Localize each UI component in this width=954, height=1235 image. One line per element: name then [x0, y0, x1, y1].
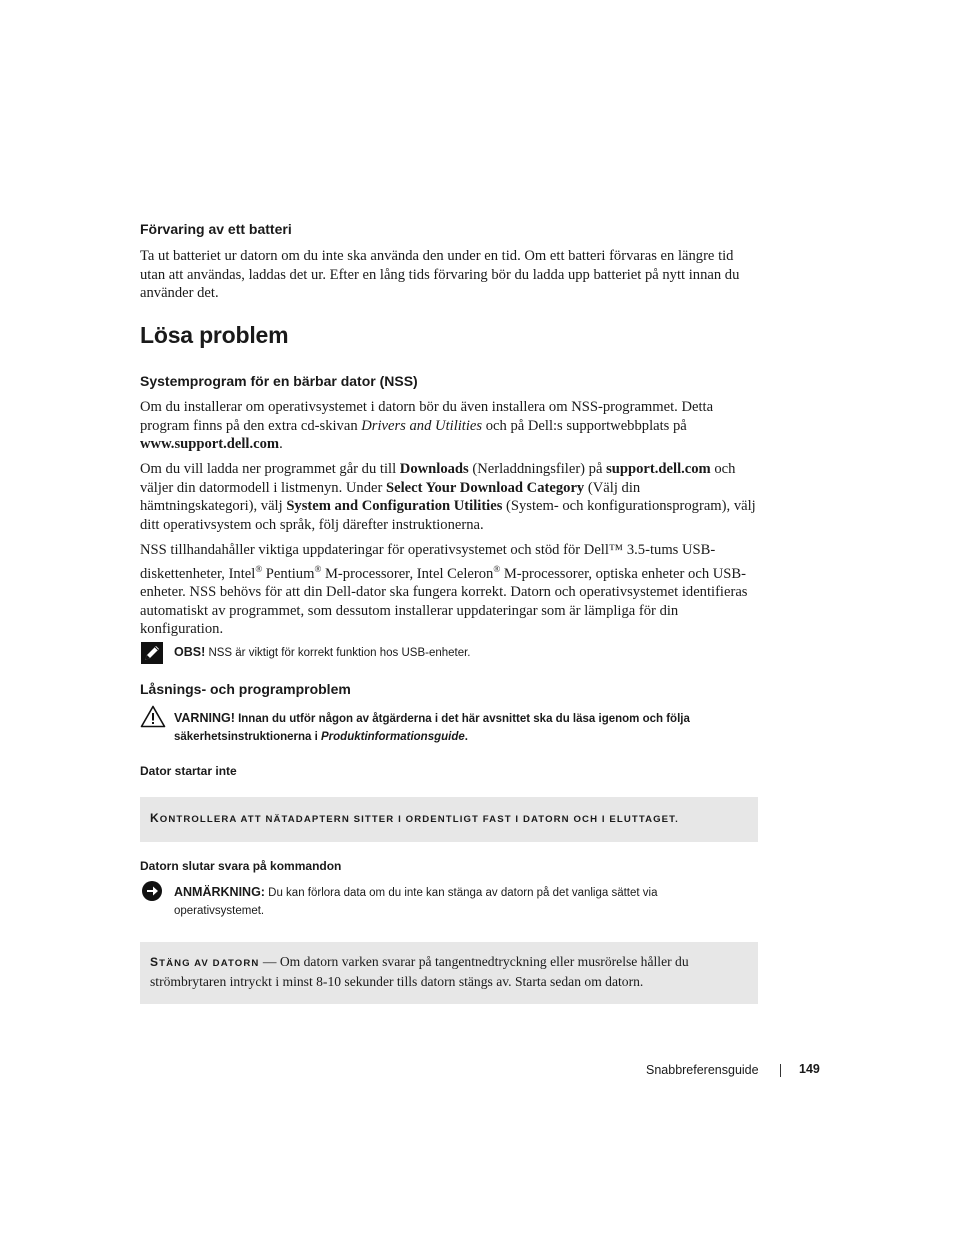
shutdown-box: [140, 942, 758, 1004]
battery-paragraph: Ta ut batteriet ur datorn om du inte ska använda den under en tid. Om ett batteri förvaras en längre tid utan att användas, laddas det ur. Efter en lång tids förvaring bör du ladda upp batteriet på nytt innan du använder det.: [140, 248, 740, 302]
lock-heading: Låsnings- och programproblem: [140, 681, 351, 697]
notice-stop-icon: [141, 880, 163, 902]
check-adapter-text: KONTROLLERA ATT NÄTADAPTERN SITTER I ORDENTLIGT FAST I DATORN OCH I ELUTTAGET.: [150, 811, 679, 825]
page-title: Lösa problem: [140, 322, 289, 348]
nss-paragraph-2: Om du vill ladda ner programmet går du till Downloads (Nerladdningsfiler) på support.dell.com och väljer din datormodell i listmenyn. Under Select Your Download Category (Välj din hämtningskategori), välj System and Configuration Utilities (System- och konfigurationsprogram), välj ditt operativsystem och språk, följ därefter instruktionerna.: [140, 461, 756, 533]
footer-guide-title: Snabbreferensguide: [646, 1063, 759, 1077]
start-heading: Dator startar inte: [140, 764, 237, 778]
nss-heading: Systemprogram för en bärbar dator (NSS): [140, 373, 418, 389]
nss-paragraph-1: Om du installerar om operativsystemet i datorn bör du även installera om NSS-programmet. Detta program finns på den extra cd-skivan Drivers and Utilities och på Dell:s supportwebbplats på www.support.dell.com.: [140, 399, 714, 453]
shutdown-text: STÄNG AV DATORN — Om datorn varken svarar på tangentnedtryckning eller musrörelse håller du strömbrytaren intryckt i minst 8-10 sekunder tills datorn stängs av. Starta sedan om datorn.: [150, 954, 689, 989]
note-pencil-icon: [141, 642, 163, 664]
warning-triangle-icon: [140, 705, 166, 728]
warning-note: VARNING! Innan du utför någon av åtgärderna i det här avsnittet ska du läsa igenom och följa säkerhetsinstruktionerna i Produktinformationsguide.: [174, 711, 690, 743]
footer-separator: [780, 1064, 781, 1077]
battery-heading: Förvaring av ett batteri: [140, 221, 292, 237]
check-adapter-box: [140, 797, 758, 842]
nss-paragraph-3: NSS tillhandahåller viktiga uppdateringar för operativsystemet och stöd för Dell™ 3.5-tums USB-diskettenheter, Intel® Pentium® M-processorer, Intel Celeron® M-processorer, optiska enheter och USB-enheter. NSS behövs för att din Dell-dator ska fungera korrekt. Datorn och operativsystemet identifieras automatiskt av programmet, som dessutom installerar uppdateringar som är lämpliga för din konfiguration.: [140, 542, 748, 638]
support-link[interactable]: www.support.dell.com: [140, 436, 280, 453]
respond-heading: Datorn slutar svara på kommandon: [140, 859, 342, 873]
page-number: 149: [799, 1062, 820, 1076]
notice-note: ANMÄRKNING: Du kan förlora data om du inte kan stänga av datorn på det vanliga sättet via operativsystemet.: [174, 885, 658, 917]
obs-note: OBS! NSS är viktigt för korrekt funktion hos USB-enheter.: [174, 645, 471, 659]
